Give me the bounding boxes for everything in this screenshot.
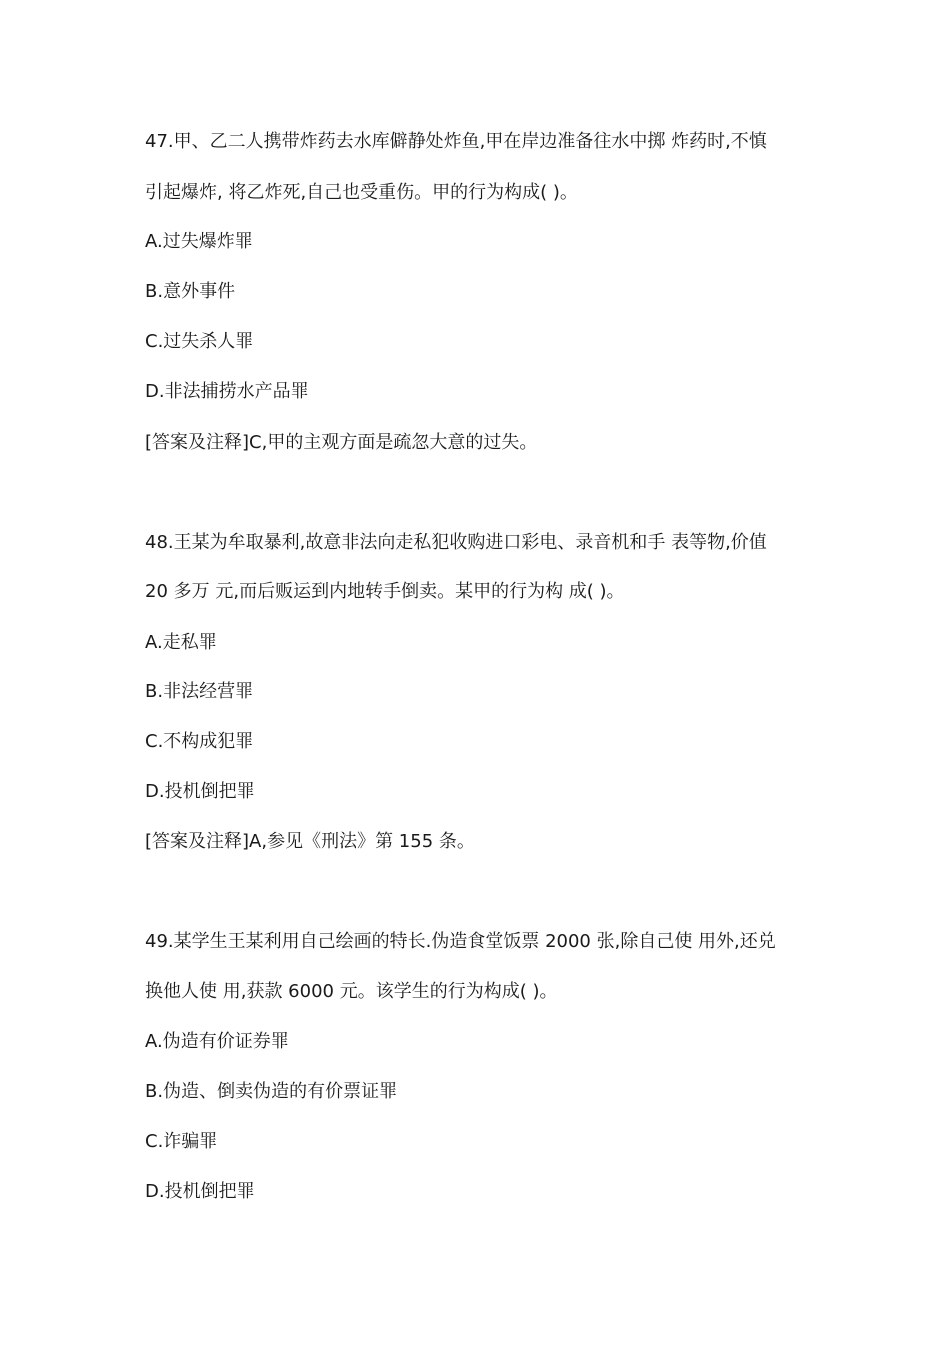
question-48-option-d: D.投机倒把罪 xyxy=(145,781,255,802)
question-47-stem-line-1: 47.甲、乙二人携带炸药去水库僻静处炸鱼,甲在岸边准备往水中掷 炸药时,不慎 xyxy=(145,131,767,152)
question-48-stem-line-2: 20 多万 元,而后贩运到内地转手倒卖。某甲的行为构 成( )。 xyxy=(145,581,625,602)
question-47-stem-line-2: 引起爆炸, 将乙炸死,自己也受重伤。甲的行为构成( )。 xyxy=(145,182,578,203)
question-47-option-b: B.意外事件 xyxy=(145,281,236,302)
question-48-option-c: C.不构成犯罪 xyxy=(145,731,254,752)
question-49-option-a: A.伪造有价证券罪 xyxy=(145,1031,289,1052)
question-48-answer: [答案及注释]A,参见《刑法》第 155 条。 xyxy=(145,831,475,852)
question-49-stem-line-1: 49.某学生王某利用自己绘画的特长.伪造食堂饭票 2000 张,除自己使 用外,还兑 xyxy=(145,931,776,952)
question-47-option-d: D.非法捕捞水产品罪 xyxy=(145,381,309,402)
question-48-option-a: A.走私罪 xyxy=(145,632,217,653)
question-49-option-d: D.投机倒把罪 xyxy=(145,1181,255,1202)
question-47-answer: [答案及注释]C,甲的主观方面是疏忽大意的过失。 xyxy=(145,432,538,453)
question-48-stem-line-1: 48.王某为牟取暴利,故意非法向走私犯收购进口彩电、录音机和手 表等物,价值 xyxy=(145,532,767,553)
question-49-option-c: C.诈骗罪 xyxy=(145,1131,218,1152)
question-49-stem-line-2: 换他人使 用,获款 6000 元。该学生的行为构成( )。 xyxy=(145,981,558,1002)
question-49-option-b: B.伪造、倒卖伪造的有价票证罪 xyxy=(145,1081,398,1102)
question-47-option-a: A.过失爆炸罪 xyxy=(145,231,253,252)
question-47-option-c: C.过失杀人罪 xyxy=(145,331,254,352)
question-48-option-b: B.非法经营罪 xyxy=(145,681,254,702)
